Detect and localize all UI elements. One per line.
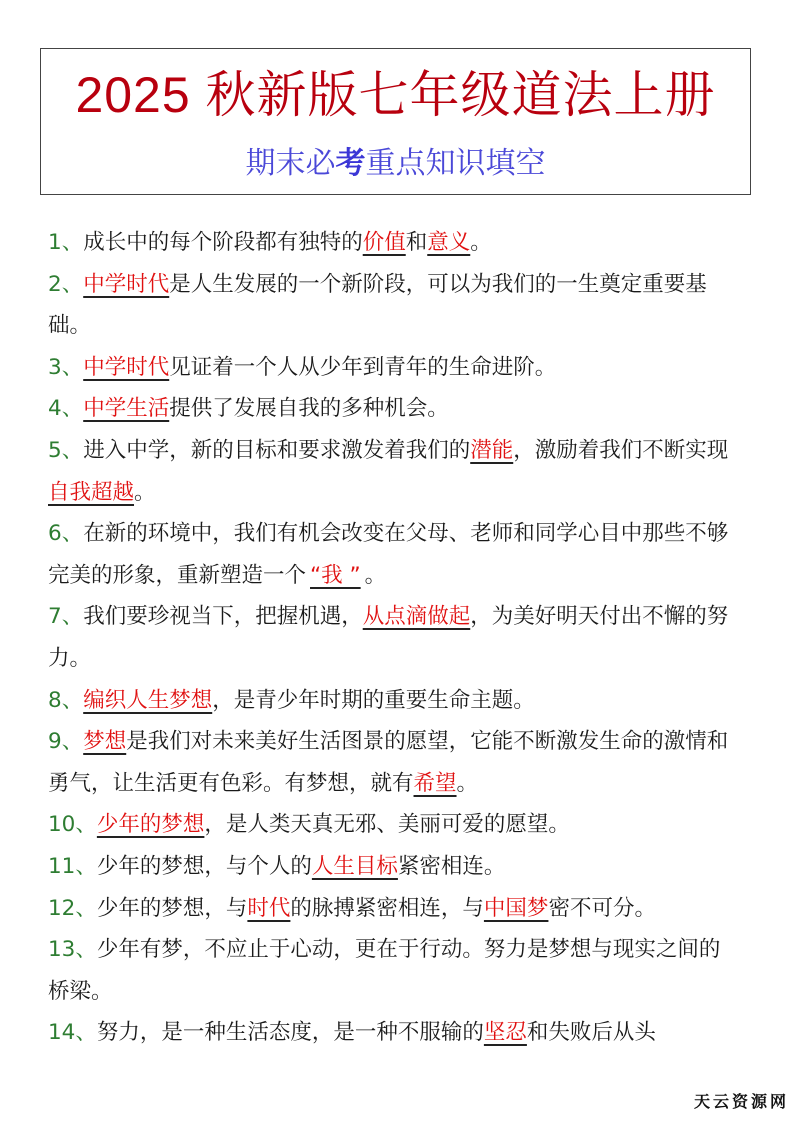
- list-item: [48, 513, 740, 596]
- item-text: 少年有梦，不应止于心动，更在于行动。努力是梦想与现实之间的桥梁。: [48, 937, 721, 1004]
- answer-blank: 中学时代: [83, 354, 170, 380]
- item-separator: 、: [61, 604, 84, 630]
- answer-blank: 价值: [362, 230, 406, 255]
- item-number: 9: [48, 729, 62, 755]
- answer-blank: 时代: [247, 895, 291, 921]
- answer-blank: 潜能: [470, 437, 514, 463]
- item-text: 密不可分。: [548, 895, 656, 921]
- answer-blank: 坚忍: [483, 1020, 527, 1046]
- item-text: 在新的环境中，我们有机会改变在父母、老师和同学心目中那些不够完美的形象，重新塑造一个: [48, 521, 729, 588]
- item-separator: 、: [61, 521, 84, 547]
- item-text: 。: [364, 562, 387, 588]
- answer-blank: 梦想: [83, 729, 127, 755]
- page-title: 2025 秋新版七年级道法上册: [75, 67, 716, 123]
- item-separator: 、: [61, 271, 84, 297]
- item-text: 。: [134, 479, 156, 505]
- answer-blank: 中国梦: [483, 895, 549, 921]
- list-item: [48, 804, 740, 846]
- list-item: [48, 222, 740, 264]
- subtitle-part-3: 重点知识填空: [365, 146, 546, 181]
- item-text: 。: [456, 770, 479, 796]
- item-text: 。: [470, 230, 492, 255]
- item-separator: 、: [61, 687, 84, 713]
- item-text: 提供了发展自我的多种机会。: [169, 396, 449, 422]
- answer-blank: 人生目标: [311, 853, 398, 879]
- title-box: [40, 48, 751, 195]
- item-number: 14: [48, 1020, 76, 1046]
- item-number: 5: [48, 437, 62, 463]
- item-text: 的脉搏紧密相连，与: [290, 895, 484, 921]
- subtitle-emphasis: 考: [335, 146, 366, 181]
- item-text: 少年的梦想，与个人的: [96, 853, 312, 879]
- item-text: 和: [405, 230, 428, 255]
- answer-blank: 编织人生梦想: [83, 687, 213, 713]
- page-subtitle: [41, 144, 750, 184]
- item-text: 努力，是一种生活态度，是一种不服输的: [96, 1020, 484, 1046]
- item-separator: 、: [61, 354, 84, 380]
- answer-blank: 自我超越: [48, 479, 135, 505]
- item-text: ，激励着我们不断实现: [513, 437, 729, 463]
- list-item: [48, 929, 740, 1012]
- item-separator: 、: [61, 729, 84, 755]
- item-text: ，是人类天真无邪、美丽可爱的愿望。: [204, 812, 570, 838]
- answer-blank: 希望: [413, 770, 457, 796]
- item-number: 13: [48, 937, 76, 963]
- list-item: [48, 596, 740, 679]
- list-item: [48, 1012, 740, 1054]
- item-text: 少年的梦想，与: [96, 895, 248, 921]
- item-number: 10: [48, 812, 76, 838]
- item-text: 是人生发展的一个新阶段，可以为我们的一生奠定重要基础。: [48, 271, 707, 339]
- answer-blank: “我 ”: [310, 562, 361, 588]
- item-separator: 、: [61, 230, 84, 255]
- answer-blank: 从点滴做起: [362, 604, 471, 630]
- item-text: 和失败后从头: [526, 1020, 656, 1046]
- list-item: [48, 680, 740, 722]
- item-number: 2: [48, 271, 62, 297]
- item-text: 见证着一个人从少年到青年的生命进阶。: [169, 354, 557, 380]
- item-separator: 、: [75, 937, 97, 963]
- list-item: [48, 388, 740, 430]
- item-text: 是我们对未来美好生活图景的愿望，它能不断激发生命的激情和勇气，让生活更有色彩。有梦想，就有: [48, 729, 729, 796]
- item-text: ，是青少年时期的重要生命主题。: [212, 687, 535, 713]
- answer-blank: 少年的梦想: [96, 812, 205, 838]
- item-separator: 、: [75, 853, 97, 879]
- item-separator: 、: [75, 895, 97, 921]
- item-separator: 、: [61, 437, 84, 463]
- item-number: 12: [48, 895, 76, 921]
- list-item: [48, 721, 740, 804]
- item-text: 成长中的每个阶段都有独特的: [83, 230, 363, 255]
- list-item: [48, 846, 740, 888]
- item-text: ，为美好明天付出不懈的努力。: [48, 604, 729, 671]
- item-text: 我们要珍视当下，把握机遇，: [83, 604, 363, 630]
- item-number: 1: [48, 230, 62, 255]
- item-number: 11: [48, 853, 76, 879]
- list-item: [48, 888, 740, 930]
- fill-in-list: [48, 222, 740, 1054]
- subtitle-part-1: 期末必: [245, 146, 336, 181]
- item-text: 进入中学，新的目标和要求激发着我们的: [83, 437, 471, 463]
- watermark: 天云资源网: [693, 1092, 789, 1111]
- item-separator: 、: [75, 1020, 97, 1046]
- item-number: 6: [48, 521, 62, 547]
- item-number: 4: [48, 396, 62, 422]
- item-number: 3: [48, 354, 62, 380]
- answer-blank: 中学时代: [83, 271, 170, 297]
- answer-blank: 中学生活: [83, 396, 170, 422]
- list-item: [48, 264, 740, 347]
- item-separator: 、: [61, 396, 84, 422]
- list-item: [48, 430, 740, 513]
- list-item: [48, 347, 740, 389]
- item-number: 7: [48, 604, 62, 630]
- item-text: 紧密相连。: [397, 853, 506, 879]
- answer-blank: 意义: [427, 230, 471, 255]
- item-separator: 、: [75, 812, 97, 838]
- item-number: 8: [48, 687, 62, 713]
